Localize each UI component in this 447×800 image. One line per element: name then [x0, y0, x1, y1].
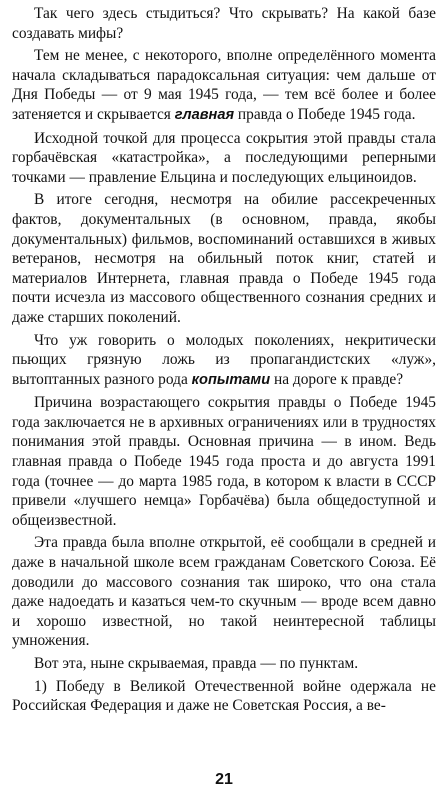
text-run: В итоге сегодня, несмотря на обилие рассекреченных фактов, документальных (в основном, правда, якобы документальных) фильмов, воспоминаний оставшихся в живых ветеранов, несмотря на обильный поток книг, статей и материалов Интернета, главная правда о Победе 1945 года почти исчезла из массового общественного сознания средних и даже старших поколений. [12, 191, 436, 326]
paragraph [12, 4, 436, 43]
text-run: Так чего здесь стыдиться? Что скрывать? На какой базе создавать мифы? [12, 5, 436, 42]
paragraph [12, 46, 436, 125]
text-run: правда о Победе 1945 года. [234, 105, 416, 123]
paragraph [12, 677, 436, 716]
paragraph [12, 129, 436, 188]
page-number: 21 [215, 771, 233, 789]
emphasized-word: главная [174, 106, 235, 123]
text-run: 1) Победу в Великой Отечественной войне одержала не Российская Федерация и даже не Советская Россия, а ве- [12, 677, 436, 715]
emphasized-word: копытами [191, 371, 271, 388]
paragraph [12, 190, 436, 327]
text-run: Что уж говорить о молодых поколениях, некритически пьющих грязную ложь из пропагандистских «луж», вытоптанных разного рода [12, 331, 436, 388]
paragraph [12, 331, 436, 391]
page-text [12, 4, 436, 716]
book-page [12, 4, 436, 794]
text-run: Эта правда была вполне открытой, её сообщали в средней и даже в начальной школе всем гражданам Советского Союза. Её доводили до массового сознания так широко, что она стала даже надоедать и казаться чем-то скучным — вроде всем давно и хорошо известной, но такой неинтересной таблицы умножения. [12, 534, 436, 650]
paragraph [12, 654, 436, 674]
paragraph [12, 393, 436, 530]
paragraph [12, 533, 436, 651]
text-run: Вот эта, ныне скрываемая, правда — по пунктам. [34, 655, 359, 672]
text-run: Причина возрастающего сокрытия правды о Победе 1945 года заключается не в архивных ограничениях или в трудностях понимания этой правды. Основная причина — в ином. Ведь главная правда о Победе 1945 года проста и до августа 1991 года (точнее — до марта 1985 года, в котором к власти в СССР привели «лучшего немца» Горбачёва) была общедоступной и общеизвестной. [12, 394, 436, 529]
text-run: Тем не менее, с некоторого, вполне определённого момента начала складываться парадоксальная ситуация: чем дальше от Дня Победы — от 9 мая 1945 года, — тем всё более и более затеняется и скрывается [12, 47, 436, 123]
text-run: Исходной точкой для процесса сокрытия этой правды стала горбачёвская «катастройка», а последующими реперными точками — правление Ельцина и последующих ельциноидов. [12, 129, 436, 186]
text-run: на дороге к правде? [270, 370, 404, 388]
